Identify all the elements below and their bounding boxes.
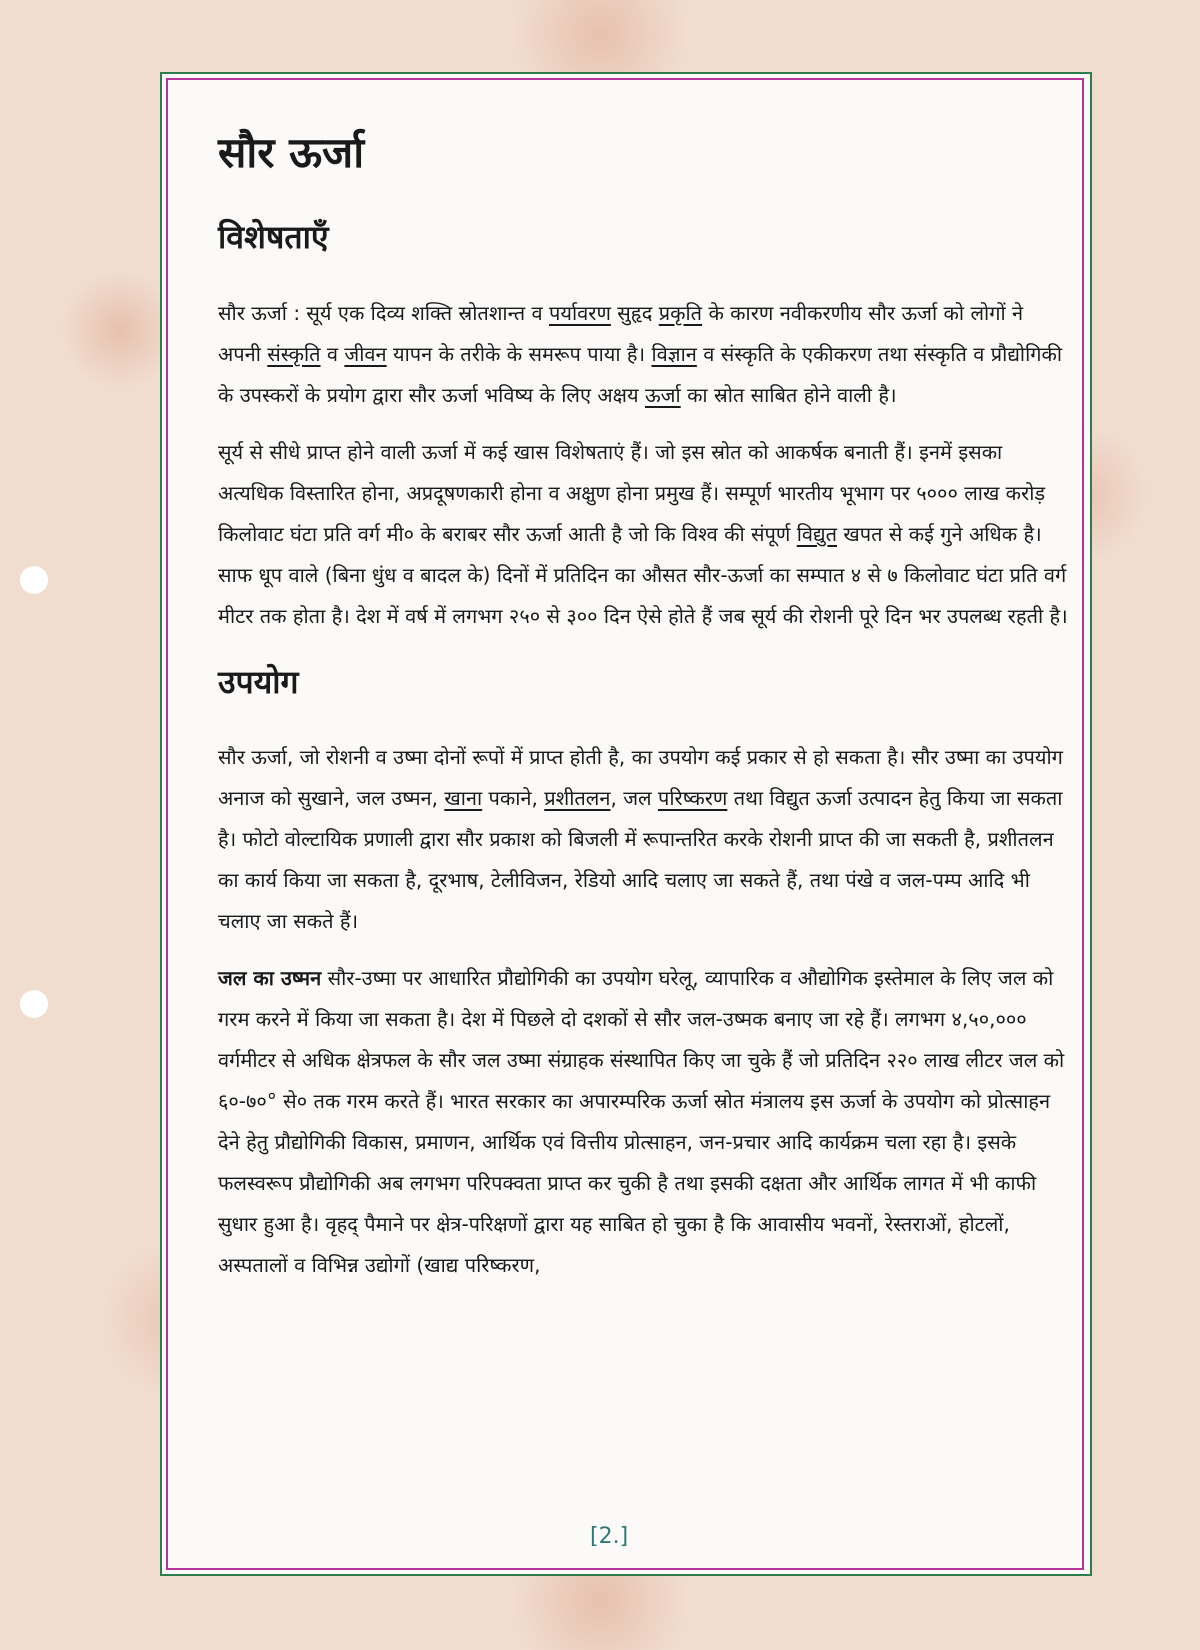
underlined-word: विज्ञान xyxy=(651,341,697,366)
text-span: , जल xyxy=(610,786,658,811)
text-span: व संस्कृति के एकीकरण तथा संस्कृति व प्रौद्योगिकी के उपस्करों के प्रयोग द्वारा सौर ऊर्जा भविष्य के लिए अक्षय xyxy=(218,341,1063,407)
text-span: यापन के तरीके के समरूप पाया है। xyxy=(386,341,652,366)
text-span: तथा विद्युत ऊर्जा उत्पादन हेतु किया जा सकता है। फोटो वोल्टायिक प्रणाली द्वारा सौर प्रकाश को बिजली में रूपान्तरित करके रोशनी प्राप्त की जा सकती है, प्रशीतलन का कार्य किया जा सकता है, दूरभाष, टेलीविजन, रेडियो आदि चलाए जा सकते हैं, तथा पंखे व जल-पम्प आदि भी चलाए जा सकते हैं। xyxy=(218,786,1063,934)
underlined-word: विद्युत xyxy=(796,521,837,546)
text-span: सुहृद xyxy=(610,300,659,325)
paragraph-features-1 xyxy=(218,293,1068,416)
text-span: पकाने, xyxy=(482,786,545,811)
text-span: सूर्य से सीधे प्राप्त होने वाली ऊर्जा में कई खास विशेषताएं हैं। जो इस स्रोत को आकर्षक बनाती हैं। इनमें इसका अत्यधिक विस्तारित होना, अप्रदूषणकारी होना व अक्षुण होना प्रमुख हैं। सम्पूर्ण भारतीय भूभाग पर ५००० लाख करोड़ किलोवाट घंटा प्रति वर्ग मी० के बराबर सौर ऊर्जा आती है जो कि विश्व की संपूर्ण xyxy=(218,439,1046,546)
underlined-word: ऊर्जा xyxy=(644,382,681,407)
underlined-word: प्रशीतलन xyxy=(544,786,611,811)
page-number: [2.] xyxy=(590,1524,629,1549)
section-heading-uses: उपयोग xyxy=(218,662,299,701)
text-span: खपत से कई गुने अधिक है। साफ धूप वाले (बिना धुंध व बादल के) दिनों में प्रतिदिन का औसत सौर-ऊर्जा का सम्पात ४ से ७ किलोवाट घंटा प्रति वर्ग मीटर तक होता है। देश में वर्ष में लगभग २५० से ३०० दिन ऐसे होते हैं जब सूर्य की रोशनी पूरे दिन भर उपलब्ध रहती है। xyxy=(218,521,1068,628)
underlined-word: खाना xyxy=(444,786,483,811)
underlined-word: परिष्करण xyxy=(657,786,728,811)
underlined-word: पर्यावरण xyxy=(549,300,611,325)
page-content xyxy=(218,128,1068,1302)
text-span: का स्रोत साबित होने वाली है। xyxy=(680,382,897,407)
text-span: के कारण नवीकरणीय सौर ऊर्जा को लोगों ने अपनी xyxy=(218,300,1024,366)
paragraph-uses-2 xyxy=(218,958,1068,1286)
bold-term: जल का उष्मन xyxy=(218,966,322,991)
section-heading-features: विशेषताएँ xyxy=(218,218,329,257)
text-span: व xyxy=(320,341,345,366)
underlined-word: प्रकृति xyxy=(658,300,703,325)
text-span: सौर ऊर्जा : सूर्य एक दिव्य शक्ति स्रोतशान्त व xyxy=(218,300,549,325)
punch-hole-top xyxy=(20,566,48,594)
paragraph-uses-1 xyxy=(218,737,1068,942)
underlined-word: जीवन xyxy=(344,341,387,366)
underlined-word: संस्कृति xyxy=(267,341,321,366)
paragraph-features-2 xyxy=(218,432,1068,637)
text-span: सौर-उष्मा पर आधारित प्रौद्योगिकी का उपयोग घरेलू, व्यापारिक व औद्योगिक इस्तेमाल के लिए जल को गरम करने में किया जा सकता है। देश में पिछले दो दशकों से सौर जल-उष्मक बनाए जा रहे हैं। लगभग ४,५०,००० वर्गमीटर से अधिक क्षेत्रफल के सौर जल उष्मा संग्राहक संस्थापित किए जा चुके हैं जो प्रतिदिन २२० लाख लीटर जल को ६०-७०° से० तक गरम करते हैं। भारत सरकार का अपारम्परिक ऊर्जा स्रोत मंत्रालय इस ऊर्जा के उपयोग को प्रोत्साहन देने हेतु प्रौद्योगिकी विकास, प्रमाणन, आर्थिक एवं वित्तीय प्रोत्साहन, जन-प्रचार आदि कार्यक्रम चला रहा है। इसके फलस्वरूप प्रौद्योगिकी अब लगभग परिपक्वता प्राप्त कर चुकी है तथा इसकी दक्षता और आर्थिक लागत में भी काफी सुधार हुआ है। वृहद् पैमाने पर क्षेत्र-परिक्षणों द्वारा यह साबित हो चुका है कि आवासीय भवनों, रेस्तराओं, होटलों, अस्पतालों व विभिन्न उद्योगों (खाद्य परिष्करण, xyxy=(218,966,1065,1278)
text-span: सौर ऊर्जा, जो रोशनी व उष्मा दोनों रूपों में प्राप्त होती है, का उपयोग कई प्रकार से हो सकता है। सौर उष्मा का उपयोग अनाज को सुखाने, जल उष्मन, xyxy=(218,745,1063,811)
punch-hole-bottom xyxy=(20,990,48,1018)
page-title: सौर ऊर्जा xyxy=(218,128,365,177)
